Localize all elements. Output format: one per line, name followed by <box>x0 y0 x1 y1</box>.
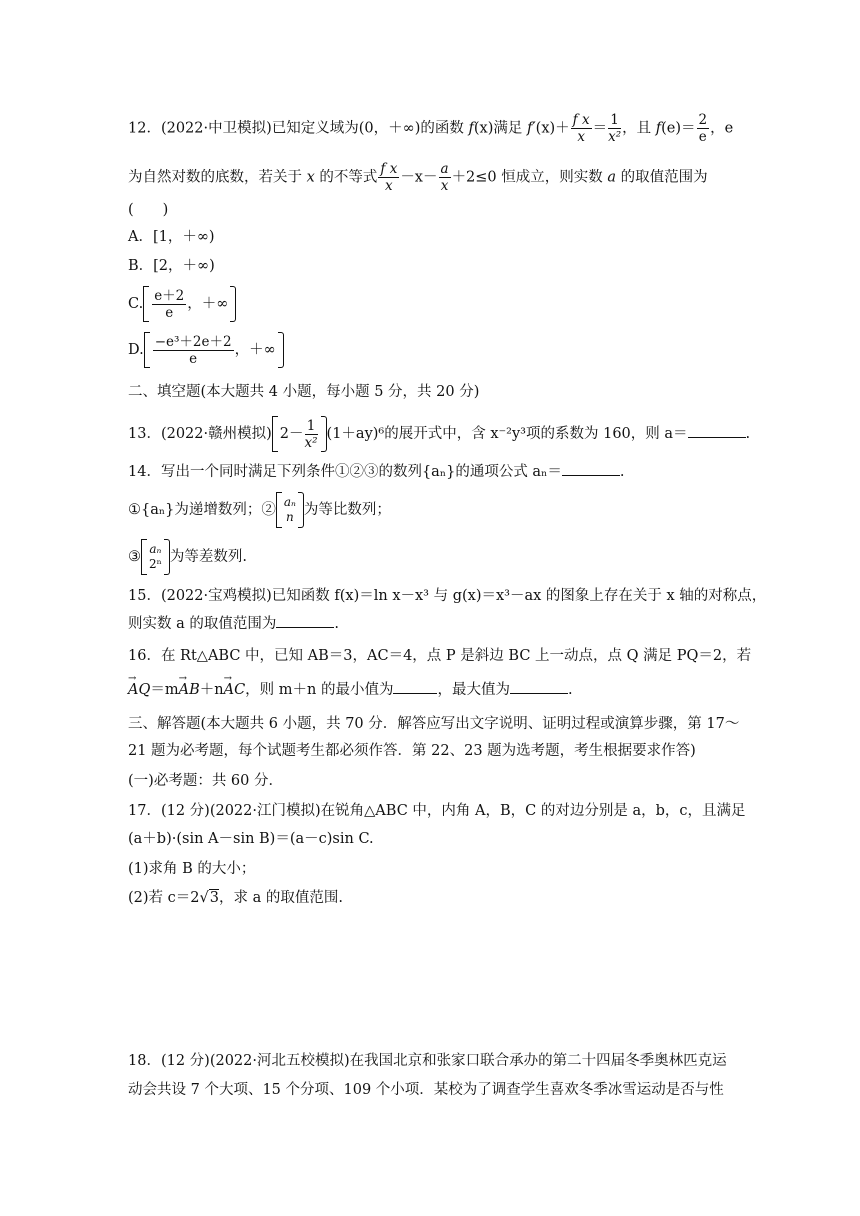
q14-line3: ③ aₙ 2ⁿ 为等差数列. <box>128 538 247 576</box>
q12-text: 12．(2022·中卫模拟)已知定义域为(0，＋∞)的函数 <box>128 120 469 137</box>
q16-line1: 16．在 Rt△ABC 中，已知 AB＝3，AC＝4，点 P 是斜边 BC 上一动点，点 Q 满足 PQ＝2，若 <box>128 648 752 664</box>
answer-blank-max[interactable] <box>510 681 568 694</box>
fraction: $\frac{\text{f x}}{x}$ <box>572 112 590 145</box>
option-d: D. $\frac{\text{−e³＋2e＋2}}{e}$ ，＋∞ <box>128 332 284 368</box>
left-brace <box>141 539 147 575</box>
q17-part1: (1)求角 B 的大小； <box>128 861 256 877</box>
fraction: $\frac{2}{e}$ <box>698 112 708 145</box>
option-c: C. $\frac{e+2}{e}$ ，＋∞ <box>128 286 236 322</box>
q12-line2: 为自然对数的底数，若关于 x 的不等式 $\frac{\text{f x}}{x}$ －x－ $\frac{a}{x}$ ＋2≤0 恒成立，则实数 a 的取值范围为 <box>128 161 708 194</box>
fraction: $\frac{a}{x}$ <box>440 161 449 194</box>
answer-paren: ( ) <box>128 202 169 218</box>
fraction: $\frac{e+2}{e}$ <box>154 287 185 321</box>
q12-line1: 12．(2022·中卫模拟)已知定义域为(0，＋∞)的函数 f(x)满足 f′(x)＋ $\frac{\text{f x}}{x}$ ＝ $\frac{1}{\text{x²}}$ ，且 f(e)＝ $\frac{2}{e}$ ，e <box>128 112 734 145</box>
q14-line1: 14．写出一个同时满足下列条件①②③的数列{aₙ}的通项公式 aₙ＝ . <box>128 464 625 480</box>
option-b: B．[2，＋∞) <box>128 258 215 274</box>
left-brace <box>276 492 282 528</box>
vector-ab: → AB <box>179 680 200 700</box>
q16-line2: → AQ＝m→ AB＋n→ AC，则 m＋n 的最小值为 ，最大值为 . <box>128 680 573 700</box>
q15-line1: 15．(2022·宝鸡模拟)已知函数 f(x)＝ln x－x³ 与 g(x)＝x³－ax 的图象上存在关于 x 轴的对称点， <box>128 588 767 604</box>
q15-line2: 则实数 a 的取值范围为 . <box>128 616 339 632</box>
left-bracket <box>144 332 150 368</box>
fraction: $\frac{\text{f x}}{x}$ <box>380 161 398 194</box>
section-2-heading: 二、填空题(本大题共 4 小题，每小题 5 分，共 20 分) <box>128 384 480 400</box>
right-paren <box>230 286 236 322</box>
section-3-heading: 三、解答题(本大题共 6 小题，共 70 分．解答应写出文字说明、证明过程或演算步骤，第 17～ <box>128 716 740 732</box>
q17-part2: (2)若 c＝2√3，求 a 的取值范围. <box>128 890 343 906</box>
q17-line2: (a＋b)·(sin A－sin B)＝(a－c)sin C. <box>128 831 374 847</box>
q14-line2: ①{aₙ}为递增数列；② aₙ n 为等比数列； <box>128 491 391 529</box>
left-bracket <box>143 286 149 322</box>
fraction: $\frac{1}{\text{x²}}$ <box>608 112 622 145</box>
q17-line1: 17．(12 分)(2022·江门模拟)在锐角△ABC 中，内角 A，B，C 的对边分别是 a，b，c，且满足 <box>128 803 746 819</box>
sqrt-symbol: √ <box>199 890 209 906</box>
q18-line1: 18．(12 分)(2022·河北五校模拟)在我国北京和张家口联合承办的第二十四届冬季奥林匹克运 <box>128 1053 727 1069</box>
answer-blank[interactable] <box>562 463 620 476</box>
right-paren <box>278 332 284 368</box>
vector-aq: → AQ <box>128 680 150 700</box>
answer-blank-min[interactable] <box>393 681 437 694</box>
answer-blank[interactable] <box>276 615 334 628</box>
answer-blank[interactable] <box>688 425 746 438</box>
fraction: $\frac{1}{\text{x²}}$ <box>304 417 318 451</box>
fraction: $\frac{\text{−e³＋2e＋2}}{e}$ <box>154 333 232 367</box>
left-paren <box>272 416 278 452</box>
q18-line2: 动会共设 7 个大项、15 个分项、109 个小项．某校为了调查学生喜欢冬季冰雪运动是否与性 <box>128 1082 724 1098</box>
section-3-line3: (一)必考题：共 60 分． <box>128 773 283 789</box>
vector-ac: → AC <box>224 680 246 700</box>
q13: 13．(2022·赣州模拟) 2－ $\frac{1}{\text{x²}}$ (1＋ay)⁶的展开式中，含 x⁻²y³项的系数为 160，则 a＝ . <box>128 417 751 451</box>
option-a: A．[1，＋∞) <box>128 229 215 245</box>
section-3-line2: 21 题为必考题，每个试题考生都必须作答．第 22、23 题为选考题，考生根据要求作答) <box>128 743 696 759</box>
